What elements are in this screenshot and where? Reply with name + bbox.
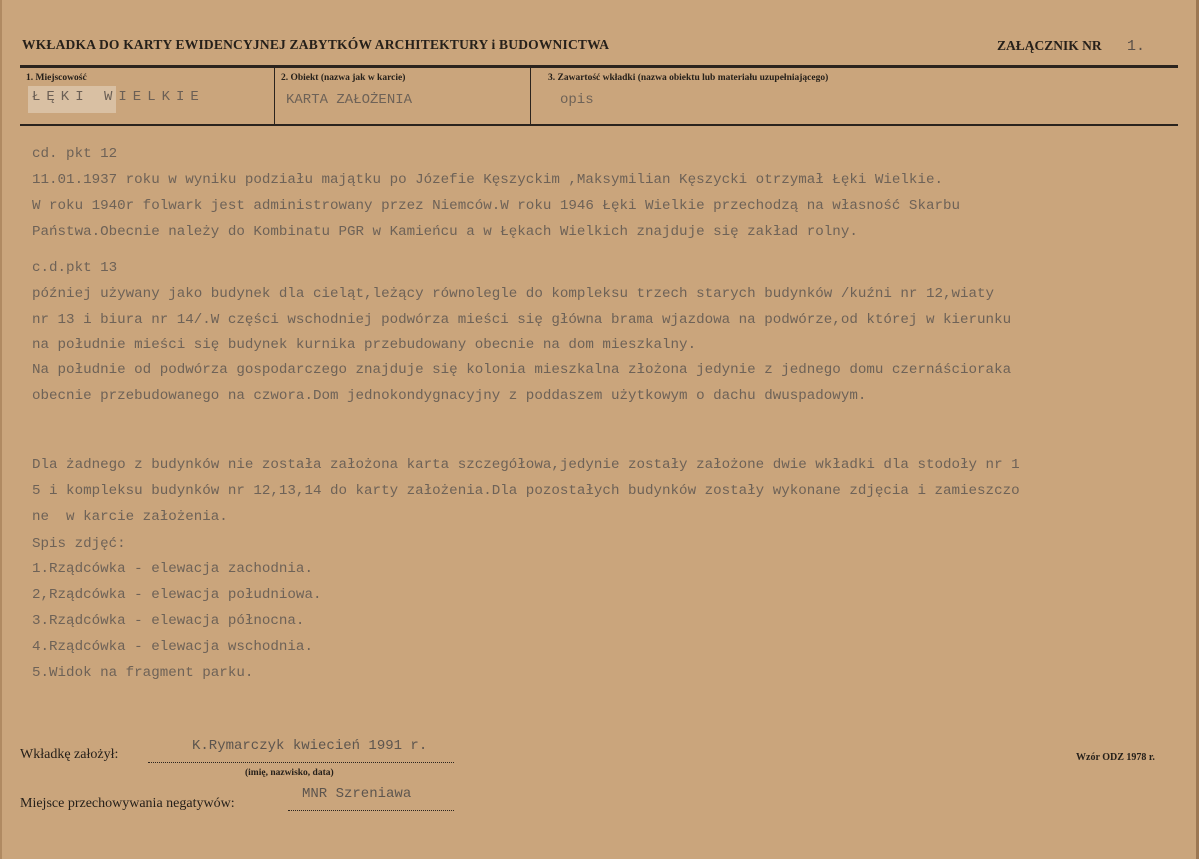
author-line (148, 762, 454, 763)
field-divider-2 (530, 68, 531, 124)
photo-list-heading: Spis zdjęć: (32, 536, 126, 552)
negatives-label: Miejsce przechowywania negatywów: (20, 796, 235, 811)
body-line: W roku 1940r folwark jest administrowany przez Niemców.W roku 1946 Łęki Wielkie przechodzą na własność Skarbu (32, 198, 961, 214)
field-divider-1 (274, 68, 275, 124)
negatives-value: MNR Szreniawa (302, 786, 412, 802)
form-title: WKŁADKA DO KARTY EWIDENCYJNEJ ZABYTKÓW ARCHITEKTURY i BUDOWNICTWA (22, 37, 610, 52)
locality-value: ŁĘKI WIELKIE (32, 89, 205, 105)
body-line: nr 13 i biura nr 14/.W części wschodniej podwórza mieści się główna brama wjazdowa na podwórze,od której w kierunku (32, 312, 1012, 328)
body-line: 11.01.1937 roku w wyniku podziału majątku po Józefie Kęszyckim ,Maksymilian Kęszycki otrzymał Łęki Wielkie. (32, 172, 943, 188)
body-line: cd. pkt 12 (32, 146, 118, 162)
body-line: później używany jako budynek dla cieląt,leżący równolegle do kompleksu trzech starych budynków /kuźni nr 12,wiaty (32, 286, 995, 302)
body-line: Państwa.Obecnie należy do Kombinatu PGR w Kamieńcu a w Łękach Wielkich znajduje się zakład rolny. (32, 224, 858, 240)
body-line: 5 i kompleksu budynków nr 12,13,14 do karty założenia.Dla pozostałych budynków zostały wykonane zdjęcia i zamieszczo (32, 483, 1020, 499)
annex-number: 1. (1127, 38, 1146, 55)
body-line: na południe mieści się budynek kurnika przebudowany obecnie na dom mieszkalny. (32, 337, 697, 353)
photo-list-item: 4.Rządcówka - elewacja wschodnia. (32, 639, 313, 655)
header-rule-top (20, 65, 1178, 68)
photo-list-item: 1.Rządcówka - elewacja zachodnia. (32, 561, 313, 577)
body-line: c.d.pkt 13 (32, 260, 118, 276)
negatives-line (288, 810, 454, 811)
object-value: KARTA ZAŁOŻENIA (286, 92, 413, 108)
body-line: Na południe od podwórza gospodarczego znajduje się kolonia mieszkalna złożona jedynie z jednego domu czernáściorakа (32, 362, 1012, 378)
photo-list-item: 5.Widok na fragment parku. (32, 665, 254, 681)
contents-label: 3. Zawartość wkładki (nazwa obiektu lub materiału uzupełniającego) (548, 73, 829, 83)
author-hint: (imię, nazwisko, data) (245, 768, 334, 778)
photo-list-item: 3.Rządcówka - elewacja północna. (32, 613, 305, 629)
locality-label: 1. Miejscowość (26, 73, 87, 83)
body-line: ne w karcie założenia. (32, 509, 228, 525)
author-value: K.Rymarczyk kwiecień 1991 r. (192, 738, 428, 754)
header-rule-bottom (20, 124, 1178, 126)
body-line: obecnie przebudowanego na czwora.Dom jednokondygnacyjny z poddaszem użytkowym o dachu dwuspadowym. (32, 388, 867, 404)
photo-list-item: 2,Rządcówka - elewacja południowa. (32, 587, 322, 603)
contents-value: opis (560, 92, 594, 108)
author-label: Wkładkę założył: (20, 747, 119, 762)
body-line: Dla żadnego z budynków nie została założona karta szczegółowa,jedynie zostały założone dwie wkładki dla stodoły nr 1 (32, 457, 1020, 473)
object-label: 2. Obiekt (nazwa jak w karcie) (281, 73, 406, 83)
form-model: Wzór ODZ 1978 r. (1076, 752, 1155, 763)
annex-label: ZAŁĄCZNIK NR (997, 38, 1102, 53)
